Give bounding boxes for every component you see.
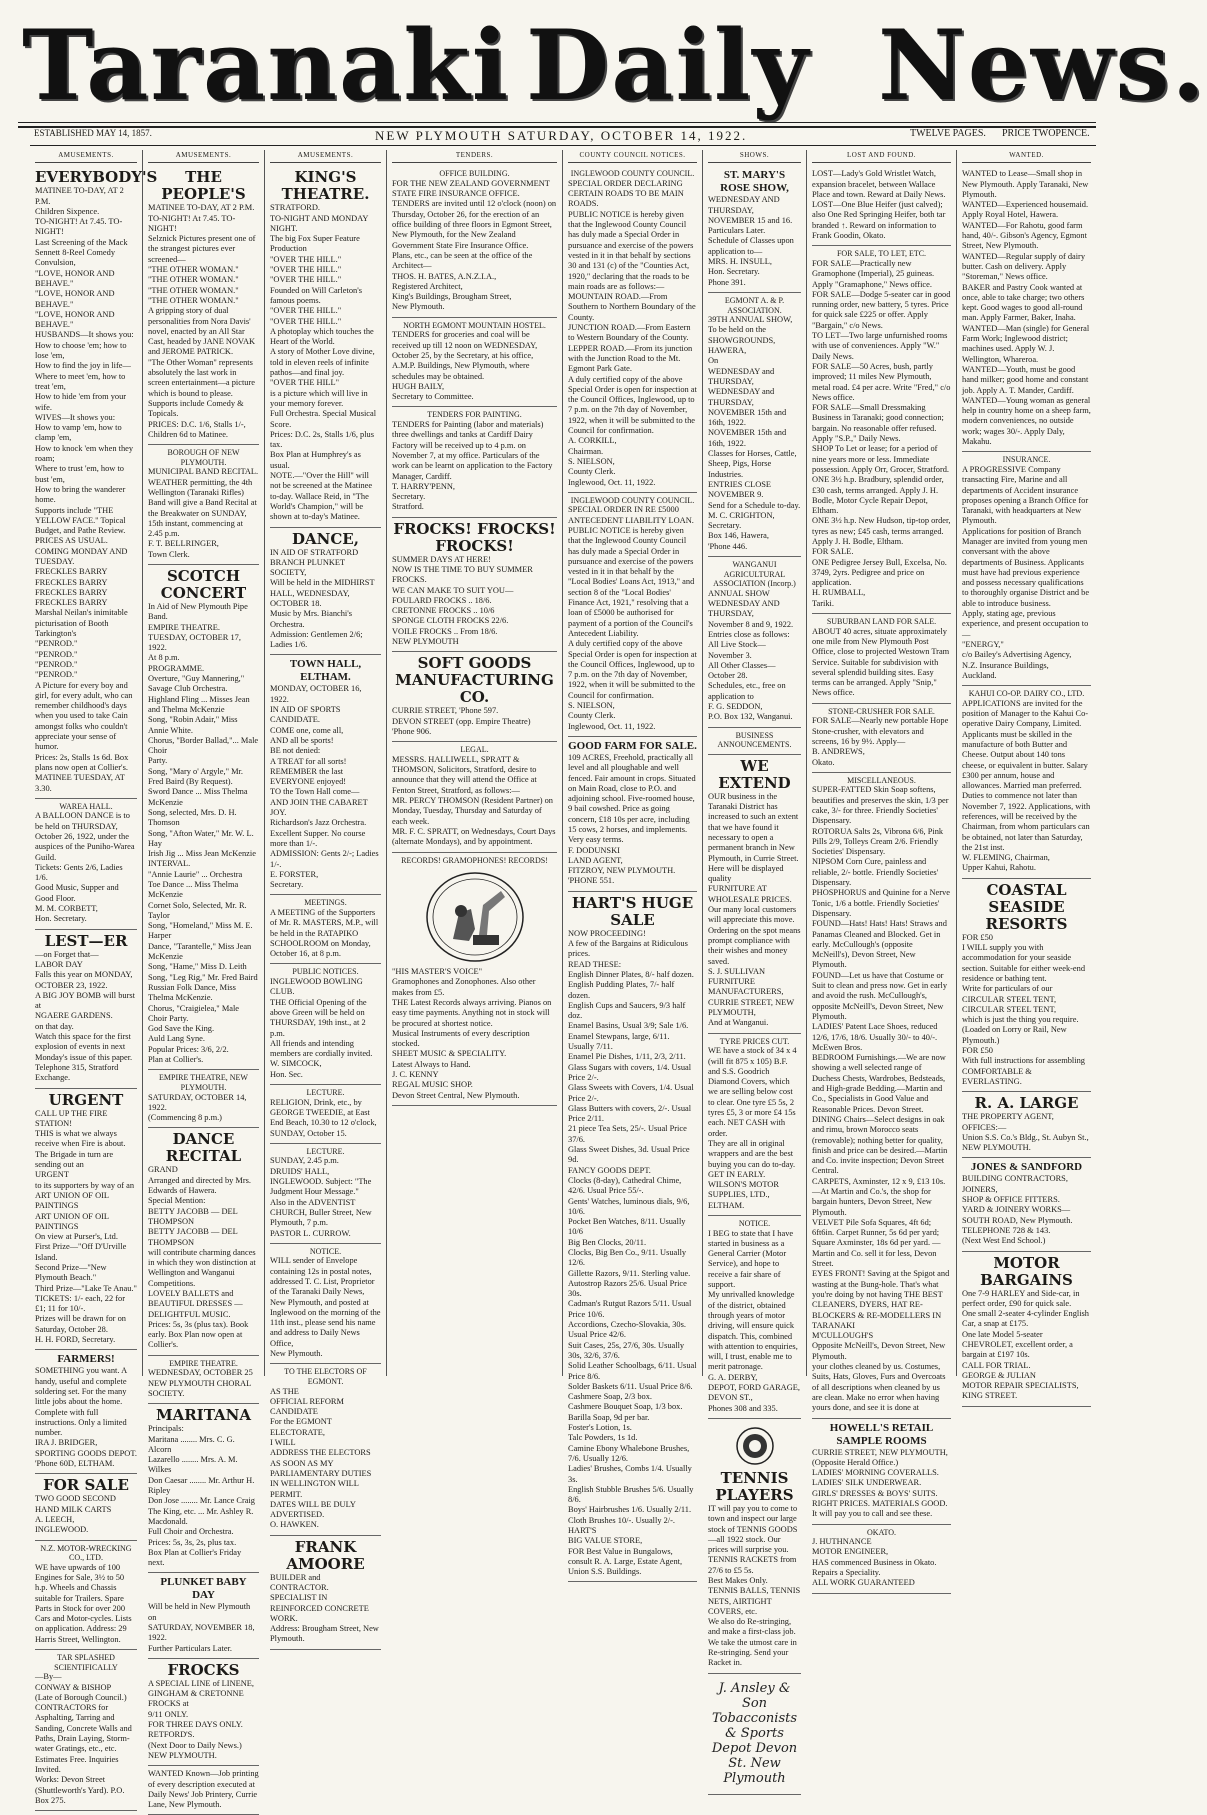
advertisement-title: MARITANA (155, 1406, 252, 1425)
advertisement-title: URGENT (48, 1090, 124, 1109)
section-header: LOST AND FOUND. (812, 150, 951, 163)
dateline (30, 124, 1096, 146)
advertisement (708, 728, 801, 755)
advertisement-body: SOMETHING you want. A handy, useful and complete soldering set. For the many little jobs about the home. Complete with full instructions. Only a limited number. IRA J. BRIDGER, SPORTING GOODS DEPOT. 'Phone 60D, ELTHAM. (35, 1366, 137, 1469)
advertisement (708, 1034, 801, 1216)
advertisement-title: SCOTCH CONCERT (160, 566, 247, 602)
advertisement-title: EMPIRE THEATRE. (169, 1358, 238, 1368)
masthead (18, 9, 1207, 128)
masthead-word-1: Taranaki (22, 9, 511, 122)
advertisement (148, 445, 259, 565)
advertisement (270, 1144, 381, 1244)
advertisement-title: DANCE, (292, 529, 359, 548)
advertisement-body: IT will pay you to come to town and inspect our large stock of TENNIS GOODS—all 1922 stock. Our prices will surprise you. TENNIS RACKETS from 27/6 to £5 5s. Best Makes Only. TENNIS BALLS, TENNIS NETS, AIRTIGHT COVERS, etc. We also do Re-stringing, and make a first-class job. We take the utmost care in Re-stringing. Send your Racket in. (708, 1503, 801, 1668)
advertisement (35, 1541, 137, 1651)
advertisement-body: FOR THE NEW ZEALAND GOVERNMENT STATE FIRE INSURANCE OFFICE. TENDERS are invited until 12 o'clock (noon) on Thursday, October 26, for the erection of an office building of three floors in Egmont Street, New Plymouth, for the New Zealand Government State Fire Insurance Office. Plans, etc., can be seen at the office of the Architect— THOS. H. BATES, A.N.Z.I.A., Registered Architect, King's Buildings, Brougham Street, New Plymouth. (392, 178, 557, 312)
advertisement-title: FARMERS! (57, 1353, 115, 1366)
advertisement-title: KING'S THEATRE. (281, 168, 370, 204)
advertisement-title: KAHUI CO-OP. DAIRY CO., LTD. (968, 689, 1085, 699)
advertisement-body: CALL UP THE FIRE STATION! THIS is what we always receive when Fire is about. The Brigade in turn are sending out an URGENT to its supporters by way of an ART UNION OF OIL PAINTINGS ART UNION OF OIL PAINTINGS On view at Purser's, Ltd. First Prize—"Off D'Urville Island. Second Prize—"New Plymouth Beach." Third Prize—"Lake Te Anau." TICKETS: 1/- each, 22 for £1; 11 for 10/-. Prizes will be drawn for on Saturday, October 28. H. H. FORD, Secretary. (35, 1108, 137, 1345)
advertisement (148, 1766, 259, 1815)
advertisement-body: CURRIE STREET, 'Phone 597. DEVON STREET (opp. Empire Theatre) 'Phone 906. (392, 706, 531, 736)
advertisement-body: INGLEWOOD BOWLING CLUB. THE Official Opening of the above Green will be held on THURSDAY, 19th inst., at 2 p.m. All friends and intending members are cordially invited. W. SIMCOCK, Hon. Sec. (270, 977, 373, 1079)
advertisement (392, 318, 557, 408)
section-header: SHOWS. (708, 150, 801, 163)
publication-date: NEW PLYMOUTH SATURDAY, OCTOBER 14, 1922. (375, 128, 748, 143)
advertisement (812, 1419, 951, 1525)
advertisement-body: FOR SALE—Nearly new portable Hope Stone-crusher, with elevators and screens, 16 by 9½. Apply— B. ANDREWS, Okato. (812, 716, 949, 767)
advertisement (270, 1364, 381, 1535)
advertisement (962, 1252, 1091, 1407)
advertisement (708, 166, 801, 293)
advertisement-title: EMPIRE THEATRE, NEW PLYMOUTH. (159, 1073, 248, 1092)
advertisement (812, 1525, 951, 1594)
advertisement-title: WAREA HALL. (59, 801, 113, 811)
advertisement (270, 528, 381, 656)
advertisement-title: R. A. LARGE (974, 1094, 1079, 1113)
advertisement-body: SPECIAL ORDER DECLARING CERTAIN ROADS TO BE MAIN ROADS. PUBLIC NOTICE is hereby given that the Inglewood County Council has duly made a Special Order in pursuance and exercise of the powers vested in it in that behalf by sections 30 and 131 (c) of the "Counties Act, 1920," declaring that the roads to be main roads are as follows:— MOUNTAIN ROAD.—From Southern to Northern Boundary of the County. JUNCTION ROAD.—From Eastern to Western Boundary of the County. LEPPER ROAD.—From its junction with the Junction Road to the Mt. Egmont Park Gate. A duly certified copy of the above Special Order is open for inspection at the Council Offices, Inglewood, up to 7 p.m. on the 7th day of November, 1922, when it will be submitted to the Council for confirmation. A. CORKILL, Chairman. S. NIELSON, County Clerk. Inglewood, Oct. 11, 1922. (568, 178, 697, 487)
page-count: TWELVE PAGES. (910, 128, 986, 139)
advertisement-title: FOR SALE, TO LET, ETC. (836, 249, 927, 259)
advertisement-body: FOR £50 I WILL supply you with accommodation for your seaside section. Suitable for either week-end residence or bathing tent. Write for particulars of our CIRCULAR STEEL TENT, CIRCULAR STEEL TENT, which is just the thing you require. (Loaded on Lorry or Rail, New Plymouth.) FOR £50 With full instructions for assembling COMFORTABLE & EVERLASTING. (962, 932, 1086, 1086)
advertisement (568, 166, 697, 493)
section-header: WANTED. (962, 150, 1091, 163)
advertisement (148, 166, 259, 445)
advertisement-title: SUBURBAN LAND FOR SALE. (826, 617, 937, 627)
advertisement-title: LECTURE. (306, 1146, 345, 1156)
advertisement-body: TENDERS for Painting (labor and materials) three dwellings and tanks at Cardiff Dairy Factory will be received up to 4 p.m. on November 7, at my office. Particulars of the work can be learnt on application to the Factory Manager, Cardiff. T. HARRY'PENN, Secretary. Stratford. (392, 420, 553, 512)
advertisement (392, 518, 557, 653)
tennis-racket-icon (734, 1426, 776, 1466)
advertisement-title: FRANK AMOORE (286, 1537, 365, 1573)
advertisement (962, 1092, 1091, 1158)
advertisement-body: SATURDAY, OCTOBER 14, 1922. (Commencing 8 p.m.) (148, 1092, 247, 1123)
advertisement-body: MONDAY, OCTOBER 16, 1922. IN AID OF SPORTS CANDIDATE. COME one, come all, AND all be sports! BE not denied: A TREAT for all sorts! REMEMBER the last EVERYONE enjoyed! TO the Town Hall come— AND JOIN THE CABARET JOY. Richardson's Jazz Orchestra. Excellent Supper. No course more than 1/-. ADMISSION: Gents 2/-; Ladies 1/-. E. FORSTER, Secretary. (270, 684, 379, 890)
gramophone-dog-emblem (423, 869, 527, 965)
advertisement-body: —By— CONWAY & BISHOP (Late of Borough Council.) CONTRACTORS for Asphalting, Tarring and Sanding, Concrete Walls and Paths, Drain Laying, Storm-water Gratings, etc., etc. Estimates Free. Inquiries Invited. Works: Devon Street (Shuttleworth's Yard). P.O. Box 275. (35, 1672, 132, 1805)
section-header: COUNTY COUNCIL NOTICES. (568, 150, 697, 163)
advertisement (812, 773, 951, 1419)
advertisement-body: In Aid of New Plymouth Pipe Band. EMPIRE THEATRE. TUESDAY, OCTOBER 17, 1922. At 8 p.m. PROGRAMME. Overture, "Guy Mannering," Savage Club Orchestra. Highland Fling ... Misses Jean and Thelma McKenzie Song, "Robin Adair," Miss Annie White. Chorus, "Border Ballad,"... Male Choir Party. Song, "Mary o' Argyle," Mr. Fred Baird (By Request). Sword Dance ... Miss Thelma McKenzie Song, selected, Mrs. D. H. Thomson Song, "Afton Water," Mr. W. L. Hay Irish Jig ... Miss Jean McKenzie INTERVAL. "Annie Laurie" ... Orchestra Toe Dance ... Miss Thelma McKenzie Cornet Solo, Selected, Mr. R. Taylor Song, "Homeland," Miss M. E. Harper Dance, "Tarantelle," Miss Jean McKenzie Song, "Hame," Miss D. Leith Song, "Leg Rig," Mr. Fred Baird Russian Folk Dance, Miss Thelma McKenzie. Chorus, "Craigielea," Male Choir Party. God Save the King. Auld Lang Syne. Popular Prices: 3/6, 2/2. Plan at Collier's. (148, 601, 259, 1065)
advertisement-body: BUILDER and CONTRACTOR. SPECIALIST IN REINFORCED CONCRETE WORK. Address: Brougham Street, New Plymouth. (270, 1572, 379, 1644)
column-3 (264, 150, 386, 1644)
advertisement-body: ABOUT 40 acres, situate approximately one mile from New Plymouth Post Office, close to projected Westown Tram Service. Suitable for subdivision with several splendid building sites. Easy terms can be arranged. Apply "Snip," News office. (812, 626, 950, 698)
advertisement (270, 655, 381, 895)
advertisement-body: BUILDING CONTRACTORS, JOINERS, SHOP & OFFICE FITTERS. YARD & JOINERY WORKS— SOUTH ROAD, New Plymouth. TELEPHONE 728 & 143. (Next West End School.) (962, 1174, 1073, 1246)
column-2 (142, 150, 264, 1810)
advertisement-title: INGLEWOOD COUNTY COUNCIL. (570, 169, 695, 179)
advertisement (812, 614, 951, 704)
advertisement (148, 1404, 259, 1573)
advertisement (708, 1674, 801, 1795)
advertisement (962, 879, 1091, 1092)
section-header: AMUSEMENTS. (35, 150, 137, 163)
advertisement-body: Will be held in New Plymouth on SATURDAY, NOVEMBER 18, 1922. Further Particulars Later. (148, 1602, 255, 1653)
advertisement-title: INGLEWOOD COUNTY COUNCIL. (570, 495, 695, 505)
advertisement-body: MATINEE TO-DAY, AT 2 P.M. Children Sixpence. TO-NIGHT! At 7.45. TO-NIGHT! Last Screening of the Mack Sennett 8-Reel Comedy Convulsion, "LOVE, HONOR AND BEHAVE." "LOVE, HONOR AND BEHAVE." "LOVE, HONOR AND BEHAVE." HUSBANDS—It shows you: How to choose 'em; how to lose 'em, How to find the joy in life— Where to meet 'em, how to treat 'em, How to hide 'em from your wife. WIVES—It shows you: How to vamp 'em, how to clamp 'em, How to knock 'em when they roam; Where to trust 'em, how to bust 'em, How to bring the wanderer home. Supports include "THE YELLOW FACE." Topical Budget, and Pathe Review. PRICES AS USUAL. COMING MONDAY AND TUESDAY. FRECKLES BARRY FRECKLES BARRY FRECKLES BARRY FRECKLES BARRY Marshal Neilan's inimitable picturisation of Booth Tarkington's "PENROD." "PENROD." "PENROD." "PENROD." A Picture for every boy and girl, for every adult, who can remember childhood's days when you used to take Cain amongst folks who couldn't appreciate your sense of humor. Prices: 2s, Stalls 1s 6d. Box plans now open at Collier's. MATINEE TUESDAY, AT 3.30. (35, 186, 134, 793)
advertisement-title: NORTH EGMONT MOUNTAIN HOSTEL. (403, 320, 546, 330)
advertisement-title: ST. MARY'S ROSE SHOW, (720, 169, 789, 195)
c4-inner (387, 150, 562, 1106)
advertisement-title: FOR SALE (43, 1476, 129, 1495)
advertisement-title: TENDERS FOR PAINTING. (427, 410, 522, 420)
advertisement-body: TWO GOOD SECOND HAND MILK CARTS A. LEECH, INGLEWOOD. (35, 1494, 116, 1535)
advertisement (568, 892, 697, 1583)
advertisement-body: MUNICIPAL BAND RECITAL. WEATHER permitting, the 4th Wellington (Taranaki Rifles) Band will give a Band Recital at the Breakwater on SUNDAY, 15th instant, commencing at 2.45 p.m. F. T. BELLRINGER, Town Clerk. (148, 467, 259, 559)
column-1 (30, 150, 158, 1805)
c3-inner (265, 150, 386, 1650)
advertisement-body: ANNUAL SHOW WEDNESDAY AND THURSDAY, November 8 and 9, 1922. Entries close as follows: All Live Stock—November 3. All Other Classes—October 28. Schedules, etc., free on application to F. G. SEDDON, P.O. Box 132, Wanganui. (708, 588, 794, 722)
advertisement-body: OUR business in the Taranaki District has increased to such an extent that we have found it necessary to open a permanent branch in New Plymouth, in Currie Street. Here will be displayed quality FURNITURE AT WHOLESALE PRICES. Our many local customers will appreciate this move. Ordering on the spot means prompt compliance with their wishes and money saved. S. J. SULLIVAN FURNITURE MANUFACTURERS, CURRIE STREET, NEW PLYMOUTH, And at Wanganui. (708, 791, 801, 1028)
advertisement (148, 1128, 259, 1355)
advertisement-title: WANGANUI AGRICULTURAL ASSOCIATION (Incorp.) (713, 559, 796, 589)
advertisement-title: MISCELLANEOUS. (847, 775, 916, 785)
section-header: AMUSEMENTS. (270, 150, 381, 163)
masthead-word-2: Daily (526, 9, 811, 122)
advertisement-title: LEGAL. (460, 745, 489, 755)
advertisement-body: SUNDAY, 2.45 p.m. DRUIDS' HALL, INGLEWOOD. Subject: "The Judgment Hour Message." Also in the ADVENTIST CHURCH, Buller Street, New Plymouth, 7 p.m. PASTOR L. CURROW. (270, 1156, 372, 1238)
advertisement-body: WEDNESDAY AND THURSDAY, NOVEMBER 15 and 16. Particulars Later. Schedule of Classes upon application to— MRS. H. INSULL, Hon. Secretary. Phone 391. (708, 195, 794, 287)
column-4 (386, 150, 562, 1376)
advertisement (270, 964, 381, 1085)
advertisement-title: FROCKS! FROCKS! FROCKS! (393, 519, 556, 555)
advertisement-title: RECORDS! GRAMOPHONES! RECORDS! (401, 855, 548, 865)
advertisement-title: STONE-CRUSHER FOR SALE. (828, 706, 935, 716)
advertisement-body: WANTED to Lease—Small shop in New Plymouth. Apply Taranaki, New Plymouth. WANTED—Experienced housemaid. Apply Royal Hotel, Hawera. WANTED—For Rahotu, good farm hand, 40/-. Gibson's Agency, Egmont Street, New Plymouth. WANTED—Regular supply of dairy butter. Cash on delivery. Apply "Storeman," News office. BAKER and Pastry Cook wanted at once, able to take charge; two others kept. Good wages to good all-round man. Apply Farmer, Baker, Inaha. WANTED—Man (single) for General Farm Work; Inglewood district; machines used. Apply W. J. Wellington, Whareroa. WANTED—Youth, must be good hand milker; good home and constant job. Apply A. T. Mander, Cardiff. WANTED—Young woman as general help in country home on a sheep farm, modern conveniences, no outside work; wages 30/-. Apply Daly, Makahu. (962, 169, 1091, 447)
advertisement-body: MATINEE TO-DAY, AT 2 P.M. TO-NIGHT! At 7.45. TO-NIGHT! Selznick Pictures present one of the strangest pictures ever screened— "THE OTHER WOMAN." "THE OTHER WOMAN." "THE OTHER WOMAN." "THE OTHER WOMAN." A gripping story of dual personalities from Nora Davis' novel, enacted by an All Star Cast, headed by JANE NOVAK and JEROME PATRICK. "The Other Woman" represents absolutely the last work in screen entertainment—a picture which is bound to please. Supports include Comedy & Topicals. PRICES: D.C. 1/6, Stalls 1/-, Children 6d to Matinee. (148, 203, 256, 439)
advertisement (148, 1573, 259, 1658)
advertisement (392, 166, 557, 317)
advertisement (148, 1356, 259, 1404)
advertisement-body: J. Ansley & Son Tobacconists & Sports Depot Devon St. New Plymouth (711, 1680, 798, 1786)
advertisement (392, 742, 557, 852)
issue-price: PRICE TWOPENCE. (1002, 128, 1090, 139)
advertisement (35, 930, 137, 1089)
advertisement (708, 1419, 801, 1674)
c6-inner (703, 150, 806, 1795)
advertisement (270, 1536, 381, 1650)
advertisement (392, 853, 557, 1106)
advertisement-body: A SPECIAL LINE of LINENE, GINGHAM & CRETONNE FROCKS at 9/11 ONLY. FOR THREE DAYS ONLY. RETFORD'S. (Next Door to Daily News.) NEW PLYMOUTH. (148, 1678, 254, 1760)
advertisement-body: WE have a stock of 34 x 4 (will fit 875 x 105) B.F. and S.S. Goodrich Diamond Covers, which we are selling below cost to clear. One tyre £5 5s, 2 tyres £5, 3 or more £4 15s each. NET CASH with order. They are all in original wrappers and are the best buying you can do to-day. GET IN EARLY. WILSON'S MOTOR SUPPLIES, LTD., ELTHAM. (708, 1046, 797, 1210)
advertisement (392, 407, 557, 517)
advertisement-body: I BEG to state that I have started in business as a General Carrier (Motor Service), and hope to receive a fair share of support. My unrivalled knowledge of the district, obtained through years of motor driving, will ensure quick dispatch. This, combined with attention to enquiries, will, I trust, enable me to merit patronage. G. A. DERBY, DEPOT, FORD GARAGE, DEVON ST., Phones 308 and 335. (708, 1228, 800, 1413)
advertisement-body: One 7-9 HARLEY and Side-car, in perfect order, £90 for quick sale. One small 2-seater 4-cylinder English Car, a snap at £175. One late Model 5-seater CHEVROLET, excellent order, a bargain at £197 10s. CALL FOR TRIAL. GEORGE & JULIAN MOTOR REPAIR SPECIALISTS, KING STREET. (962, 1288, 1089, 1401)
advertisement-body: WANTED Known—Job printing of every description executed at Daily News' Job Printery, Currie Lane, New Plymouth. (148, 1769, 259, 1810)
advertisement-body: MESSRS. HALLIWELL, SPRATT & THOMSON, Solicitors, Stratford, desire to announce that they will attend the Office at Fenton Street, Stratford, as follows:— MR. PERCY THOMSON (Resident Partner) on Monday, Tuesday, Thursday and Saturday of each week. MR. F. C. SPRATT, on Wednesdays, Court Days (alternate Mondays), and by appointment. (392, 754, 556, 847)
advertisement-title: NOTICE. (309, 1246, 342, 1256)
advertisement (35, 1350, 137, 1474)
advertisement-title: OFFICE BUILDING. (439, 169, 510, 179)
advertisement (812, 246, 951, 614)
advertisement-body: "HIS MASTER'S VOICE" Gramophones and Zonophones. Also other makes from £5. THE Latest Records always arriving. Pianos on easy time payments. Anything not in stock will be procured at shortest notice. Musical Instruments of every description stocked. SHEET MUSIC & SPECIALITY. Latest Always to Hand. J. C. KENNY REGAL MUSIC SHOP. Devon Street Central, New Plymouth. (392, 967, 552, 1100)
advertisement-title: MEETINGS. (304, 898, 347, 908)
column-7 (806, 150, 956, 1588)
advertisement-title: JONES & SANDFORD (970, 1161, 1083, 1174)
advertisement-body: NOW PROCEEDING! A few of the Bargains at Ridiculous prices. READ THESE: English Dinner Plates, 8/- half dozen. English Pudding Plates, 7/- half dozen. English Cups and Saucers, 9/3 half doz. Enamel Basins, Usual 3/9; Sale 1/6. Enamel Stewpans, large, 6/11. Usually 7/11. Enamel Pie Dishes, 1/11, 2/3, 2/11. Glass Sugars with covers, 1/4. Usual Price 2/-. Glass Sweets with Covers, 1/4. Usual Price 2/-. Glass Butters with covers, 2/-. Usual Price 2/11. 21 piece Tea Sets, 25/-. Usual Price 37/6. Glass Sweet Dishes, 3d. Usual Price 9d. FANCY GOODS DEPT. Clocks (8-day), Cathedral Chime, 42/6. Usual Price 55/-. Gents' Watches, luminous dials, 9/6, 10/6. Pocket Ben Watches, 8/11. Usually 10/6 Big Ben Clocks, 20/11. Clocks, Big Ben Co., 9/11. Usually 12/6. Gillette Razors, 9/11. Sterling value. Autostrop Razors 25/6. Usual Price 30s. Cadman's Rutgut Razors 5/11. Usual Price 10/6. Accordions, Czecho-Slovakia, 30s. Usual Price 42/6. Suit Cases, 25s, 27/6, 30s. Usually 30s, 32/6, 37/6. Solid Leather Schoolbags, 6/11. Usual Price 8/6. Solder Baskets 6/11. Usual Price 8/6. Cashmere Soap, 2/3 box. Cashmere Bouquet Soap, 1/3 box. Barilla Soap, 9d per bar. Foster's Lotion, 1s. Talc Powders, 1s 1d. Camine Ebony Whalebone Brushes, 7/6. Usually 12/6. Ladies' Brushes, Combs 1/4. Usually 3s. English Stubble Brushes 5/6. Usually 8/6. Boys' Hairbrushes 1/6. Usually 2/11. Cloth Brushes 10/-. Usually 2/-. HART'S BIG VALUE STORE, FOR Best Value in Bungalows, consult R. A. Large, Estate Agent, Union S.S. Buildings. (568, 928, 697, 1577)
advertisement-body: LOST—Lady's Gold Wristlet Watch, expansion bracelet, between Wallace Place and town. Reward at Daily News. LOST—One Blue Heifer (just calved); also One Red Springing Heifer, both tar branded ↑. Reward on information to Frank Goodin, Okato. (812, 169, 946, 241)
advertisement-title: LECTURE. (306, 1088, 345, 1098)
advertisement (708, 293, 801, 557)
advertisement-title: PLUNKET BABY DAY (160, 1576, 247, 1602)
advertisement (148, 1070, 259, 1128)
advertisement (35, 1474, 137, 1540)
advertisement-title: BOROUGH OF NEW PLYMOUTH. (167, 448, 240, 467)
advertisement-body: A BALLOON DANCE is to be held on THURSDAY, October 26, 1922, under the auspices of the Puniho-Warea Guild. Tickets: Gents 2/6, Ladies 1/6. Good Music, Supper and Good Floor. M. M. CORBETT, Hon. Secretary. (35, 811, 135, 924)
advertisement-body: 109 ACRES, Freehold, practically all level and all ploughable and well fenced. Fair amount in crops. Situated on Main Road, close to P.O. and adjoining school. Five-roomed house, 9 bail cowshed. Price as going concern, £18 10s per acre, including 15 cows, 2 horses, and implements. Very easy terms. F. DODUNSKI LAND AGENT, FITZROY, NEW PLYMOUTH. 'PHONE 551. (568, 752, 696, 886)
established-date: ESTABLISHED MAY 14, 1857. (34, 128, 152, 138)
c1-inner (30, 150, 158, 1811)
advertisement-title: HART'S HUGE SALE (571, 893, 694, 929)
advertisement-body: SUPER-FATTED Skin Soap softens, beautifies and preserves the skin, 1/3 per cake, 3/- for three. Friendly Societies' Dispensary. ROTORUA Salts 2s, Vibrona 6/6, Pink Pills 2/9, Tolleys Cream 2/6. Friendly Societies' Dispensary. NIPSOM Corn Cure, painless and reliable, 2/- bottle. Friendly Societies' Dispensary. PHOSPHORUS and Quinine for a Nerve Tonic, 1/6 a bottle. Friendly Societies' Dispensary. FOUND—Hats! Hats! Hats! Straws and Panamas Cleaned and Blocked. Get in early. McCullough's (opposite McNeill's), Devon Street, New Plymouth. FOUND—Let us have that Costume or Suit to clean and press now. Get in early and avoid the rush. McCullough's, opposite McNeill's, Devon Street, New Plymouth. LADIES' Patent Lace Shoes, reduced 12/6, 17/6, 18/6. Usually 30/- to 40/-. McEwen Bros. BEDROOM Furnishings.—We are now showing a well selected range of Duchess Chests, Wardrobes, Bedsteads, and High-grade Bedding.—Martin and Co., Specialists in Good Value and Reasonable Prices. Devon Street. DINING Chairs—Select designs in oak and rimu, brown Morocco seats (removable); nothing better for quality, finish and price can be desired.—Martin and Co. invite inspection; Devon Street Central. CARPETS, Axminster, 12 x 9, £13 10s. —At Martin and Co.'s, the shop for bargain hunters, Devon Street, New Plymouth. VELVET Pile Sofa Squares, 4ft 6d; 6ft6in. Carpet Runner, 5s 6d per yard; Square Axminster, 18s 6d per yard. —Martin and Co. sell it for less, Devon Street. EYES FRONT! Saving at the Spigot and wasting at the Bung-hole. That's what you're doing by not having THE BEST CLEANERS, DYERS, HAT RE-BLOCKERS & RE-MODELLERS IN TARANAKI M'CULLOUGH'S Opposite McNeill's, Devon Street, New Plymouth. your clothes cleaned by us. Costumes, Suits, Hats, Gloves, Furs and Overcoats of all descriptions when cleaned by us are clean. Make no error when having yours done, and see it is done at (812, 785, 950, 1413)
advertisement-body: TENDERS for groceries and coal will be received up till 12 noon on WEDNESDAY, October 25, by the Secretary, at his office, A.M.P. Buildings, New Plymouth, where schedules may be obtained. HUGH BAILY, Secretary to Committee. (392, 330, 538, 402)
advertisement (270, 166, 381, 527)
advertisement-body: GRAND Arranged and directed by Mrs. Edwards of Hawera. Special Mention: BETTY JACOBB — DEL THOMPSON BETTY JACOBB — DEL THOMPSON will contribute charming dances in which they won distinction at Wellington and Wanganui Competitions. LOVELY BALLETS and BEAUTIFUL DRESSES — DELIGHTFUL MUSIC. Prices: 5s, 3s (plus tax). Book early. Box Plan now open at Collier's. (148, 1165, 256, 1350)
advertisement-title: INSURANCE. (1002, 455, 1051, 465)
advertisement-body: RELIGION, Drink, etc., by GEORGE TWEEDIE, at East End Beach, 10.30 to 12 o'clock, SUNDAY, October 15. (270, 1097, 377, 1138)
advertisement-body: 39TH ANNUAL SHOW, To be held on the SHOWGROUNDS, HAWERA, On WEDNESDAY and THURSDAY, WEDNESDAY and THURSDAY, NOVEMBER 15th and 16th, 1922. NOVEMBER 15th and 16th, 1922. Classes for Horses, Cattle, Sheep, Pigs, Horse Industries. ENTRIES CLOSE NOVEMBER 9. Send for a Schedule to-day. M. C. CRIGHTON, Secretary. Box 146, Hawera, 'Phone 446. (708, 315, 801, 551)
column-8 (956, 150, 1096, 1401)
advertisement (148, 1659, 259, 1766)
c8-inner (957, 150, 1096, 1407)
advertisement-body: WE have upwards of 100 Engines for Sale, 3½ to 50 h.p. Wheels and Chassis suitable for Trailers. Spare Parts in Stock for over 200 Cars and Motor-cycles. Lists on application. Address: 29 Harris Street, Wellington. (35, 1562, 132, 1644)
advertisement (708, 755, 801, 1034)
c2-inner (143, 150, 264, 1815)
advertisement (962, 166, 1091, 452)
advertisement-body: STRATFORD. TO-NIGHT AND MONDAY NIGHT. The big Fox Super Feature Production "OVER THE HILL." "OVER THE HILL." "OVER THE HILL." Founded on Will Carleton's famous poems. "OVER THE HILL." "OVER THE HILL." A photoplay which touches the Heart of the World. A story of Mother Love divine, told in eleven reels of infinite pathos—and final joy. "OVER THE HILL" is a picture which will live in your memory forever. Full Orchestra. Special Musical Score. Prices: D.C. 2s, Stalls 1/6, plus tax. Box Plan at Humphrey's as usual. NOTE.—"Over the Hill" will not be screened at the Matinee to-day. Wallace Reid, in "The World's Champion," will be shown at to-day's Matinee. (270, 203, 377, 522)
advertisement-body: —on Forget that— LABOR DAY Falls this year on MONDAY, OCTOBER 23, 1922. A BIG JOY BOMB will burst at NGAERE GARDENS. on that day. Watch this space for the first explosion of events in next Monday's issue of this paper. Telephone 315, Stratford Exchange. (35, 949, 135, 1083)
advertisement-body: AS THE OFFICIAL REFORM CANDIDATE For the EGMONT ELECTORATE, I WILL ADDRESS THE ELECTORS AS SOON AS MY PARLIAMENTARY DUTIES IN WELLINGTON WILL PERMIT. DATES WILL BE DULY ADVERTISED. O. HAWKEN. (270, 1386, 372, 1530)
advertisement-title: BUSINESS ANNOUNCEMENTS. (717, 730, 792, 750)
advertisement (812, 704, 951, 773)
advertisement-title: MOTOR BARGAINS (980, 1253, 1073, 1289)
advertisement (568, 737, 697, 892)
advertisement-body: WILL sender of Envelope containing 12s in postal notes, addressed T. C. List, Proprietor of the Taranaki Daily News, New Plymouth, and posted at Inglewood on the morning of the 11th inst., please send his name and address to Daily News Office, New Plymouth. (270, 1256, 381, 1359)
advertisement (392, 652, 557, 742)
advertisement-title: TYRE PRICES CUT. (719, 1036, 790, 1046)
advertisement-body: J. HUTHNANCE MOTOR ENGINEER, HAS commenced Business in Okato. Repairs a Speciality. ALL WORK GUARANTEED (812, 1537, 937, 1588)
advertisement (35, 1089, 137, 1351)
advertisement (568, 493, 697, 737)
advertisement (148, 565, 259, 1070)
advertisement (270, 1085, 381, 1144)
advertisement-body: SPECIAL ORDER IN RE £5000 ANTECEDENT LIABILITY LOAN. PUBLIC NOTICE is hereby given that the Inglewood County Council has duly made a Special Order in pursuance and exercise of the powers vested in it in that behalf by the "Local Bodies' Loans Act, 1913," and section 8 of the "Local Bodies' Finance Act, 1921," resolving that a loan of £5000 be authorised for payment of a portion of the Council's Antecedent Liability. A duly certified copy of the above Special Order is open for inspection at the Council Offices, Inglewood, up to 7 p.m. on the 7th day of November, 1922, when it will be submitted to the Council for confirmation. S. NIELSON, County Clerk. Inglewood, Oct. 11, 1922. (568, 505, 697, 731)
advertisement-body: CURRIE STREET, NEW PLYMOUTH, (Opposite Herald Office.) LADIES' MORNING COVERALLS. LADIES' SILK UNDERWEAR. GIRLS' DRESSES & BOYS' SUITS. RIGHT PRICES. MATERIALS GOOD. It will pay you to call and see these. (812, 1447, 948, 1519)
advertisement-title: FROCKS (167, 1660, 240, 1679)
column-5 (562, 150, 702, 1577)
column-6 (702, 150, 806, 1786)
advertisement-title: GOOD FARM FOR SALE. (568, 739, 697, 752)
advertisement (35, 166, 158, 799)
advertisement-title: COASTAL SEASIDE RESORTS (985, 880, 1068, 933)
advertisement (812, 166, 951, 246)
advertisement-body: A MEETING of the Supporters of Mr. R. MASTERS, M.P., will be held in the RATAPIKO SCHOOLROOM on Monday, October 16, at 8 p.m. (270, 908, 379, 959)
advertisement-body: WEDNESDAY, OCTOBER 25 NEW PLYMOUTH CHORAL SOCIETY. (148, 1368, 253, 1398)
advertisement-body: THE PROPERTY AGENT, OFFICES:— Union S.S. Co.'s Bldg., St. Aubyn St., NEW PLYMOUTH. (962, 1112, 1089, 1153)
advertisement-title: HOWELL'S RETAIL SAMPLE ROOMS (829, 1421, 934, 1447)
advertisement (962, 686, 1091, 879)
section-header: AMUSEMENTS. (148, 150, 259, 163)
advertisement (962, 452, 1091, 686)
advertisement-title: LEST—ER (44, 931, 128, 950)
advertisement-title: EVERYBODY'S (35, 168, 158, 187)
c7-inner (807, 150, 956, 1594)
advertisement (270, 895, 381, 964)
advertisement-title: TENNIS PLAYERS (715, 1468, 794, 1504)
advertisement-title: TAR SPLASHED SCIENTIFICALLY (54, 1653, 118, 1672)
advertisement-body: A PROGRESSIVE Company transacting Fire, Marine and all departments of Accident insurance proposes opening a Branch Office for Taranaki, with headquarters at New Plymouth. Applications for position of Branch Manager are invited from young men conversant with the above departments of Business. Applicants must have had previous experience and possess necessary qualifications to thoroughly organise District and be able to introduce business. Apply, stating age, previous experience, and present occupation to— "ENERGY," c/o Bailey's Advertising Agency, N.Z. Insurance Buildings, Auckland. (962, 464, 1090, 680)
advertisement (962, 1158, 1091, 1251)
advertisement-title: WE EXTEND (718, 756, 791, 792)
advertisement-title: TOWN HALL, ELTHAM. (289, 658, 362, 684)
c5-inner (563, 150, 702, 1582)
section-header: TENDERS. (392, 150, 557, 163)
advertisement-body: APPLICATIONS are invited for the position of Manager to the Kahui Co-operative Dairy Company, Limited. Applicants must be skilled in the manufacture of both Butter and Cheese. Output about 140 tons cheese, or equivalent in butter. Salary £300 per annum, house and allowances. Married man preferred. Duties to commence not later than November 7, 1922. Applications, with references, will be received by the Chairman, from whom particulars can be obtained, not later than Saturday, the 21st inst. W. FLEMING, Chairman, Upper Kahui, Rahotu. (962, 698, 1091, 873)
advertisement-title: N.Z. MOTOR-WRECKING CO., LTD. (40, 1543, 132, 1563)
advertisement (708, 1216, 801, 1419)
advertisement-body: Principals: Maritana ........ Mrs. C. G. Alcorn Lazarello ........ Mrs. A. M. Wilkes Don Caesar ........ Mr. Arthur H. Ripley Don Jose ........ Mr. Lance Craig The King, etc. ... Mr. Ashley R. Macdonald. Full Choir and Orchestra. Prices: 5s, 3s, 2s, plus tax. Box Plan at Collier's Friday next. (148, 1424, 255, 1568)
advertisement-title: PUBLIC NOTICES. (292, 967, 359, 977)
advertisement-body: FOR SALE—Practically new Gramophone (Imperial), 25 guineas. Apply "Gramaphone," News office. FOR SALE—Dodge 5-seater car in good running order, new battery, 5 tyres. Price for quick sale £225 or offer. Apply "Bargain," c/o News. TO LET—Two large unfurnished rooms with use of conveniences. Apply "W." Daily News. FOR SALE—50 Acres, bush, partly improved; 11 miles New Plymouth, metal road. £4 per acre. Write "Fred," c/o News office. FOR SALE—Small Dressmaking Business in Taranaki; good connection; bargain. No reasonable offer refused. Apply "S.P.," Daily News. SHOP To Let or lease; for a period of nine years more or less. Immediate possession. Apply Orr, Grocer, Stratford. ONE 3½ h.p. Bradbury, splendid order, £30 cash, terms arranged. Apply J. H. Bodle, Motor Cycle Repair Depot, Eltham. ONE 3½ h.p. New Hudson, tip-top order, tyres as new; £45 cash, terms arranged. Apply J. H. Bodle, Eltham. FOR SALE. ONE Pedigree Jersey Bull, Excelsa, No. 3749, 2yrs. Pedigree and price on application. H. RUMBALL, Tariki. (812, 258, 951, 608)
advertisement-title: SOFT GOODS MANUFACTURING CO. (395, 654, 554, 707)
advertisement-body: SUMMER DAYS AT HERE! NOW IS THE TIME TO BUY SUMMER FROCKS. WE CAN MAKE TO SUIT YOU— FOULARD FROCKS .. 18/6. CRETONNE FROCKS .. 10/6 SPONGE CLOTH FROCKS 22/6. VOILE FROCKS .. From 18/6. NEW PLYMOUTH (392, 554, 533, 647)
advertisement (270, 1244, 381, 1365)
advertisement-title: THE PEOPLE'S (161, 168, 246, 204)
advertisement-body: IN AID OF STRATFORD BRANCH PLUNKET SOCIETY, Will be held in the MIDHIRST HALL, WEDNESDAY, OCTOBER 18. Music by Mrs. Bianchi's Orchestra. Admission: Gentlemen 2/6; Ladies 1/6. (270, 547, 375, 650)
advertisement-title: TO THE ELECTORS OF EGMONT. (284, 1367, 367, 1386)
masthead-word-3: News. (878, 9, 1207, 122)
advertisement-title: EGMONT A. & P. ASSOCIATION. (724, 295, 785, 315)
advertisement (708, 557, 801, 728)
advertisement-title: DANCE RECITAL (165, 1130, 242, 1166)
advertisement-title: OKATO. (867, 1527, 896, 1537)
advertisement (35, 799, 137, 930)
advertisement (35, 1650, 137, 1811)
advertisement-title: NOTICE. (738, 1218, 771, 1228)
